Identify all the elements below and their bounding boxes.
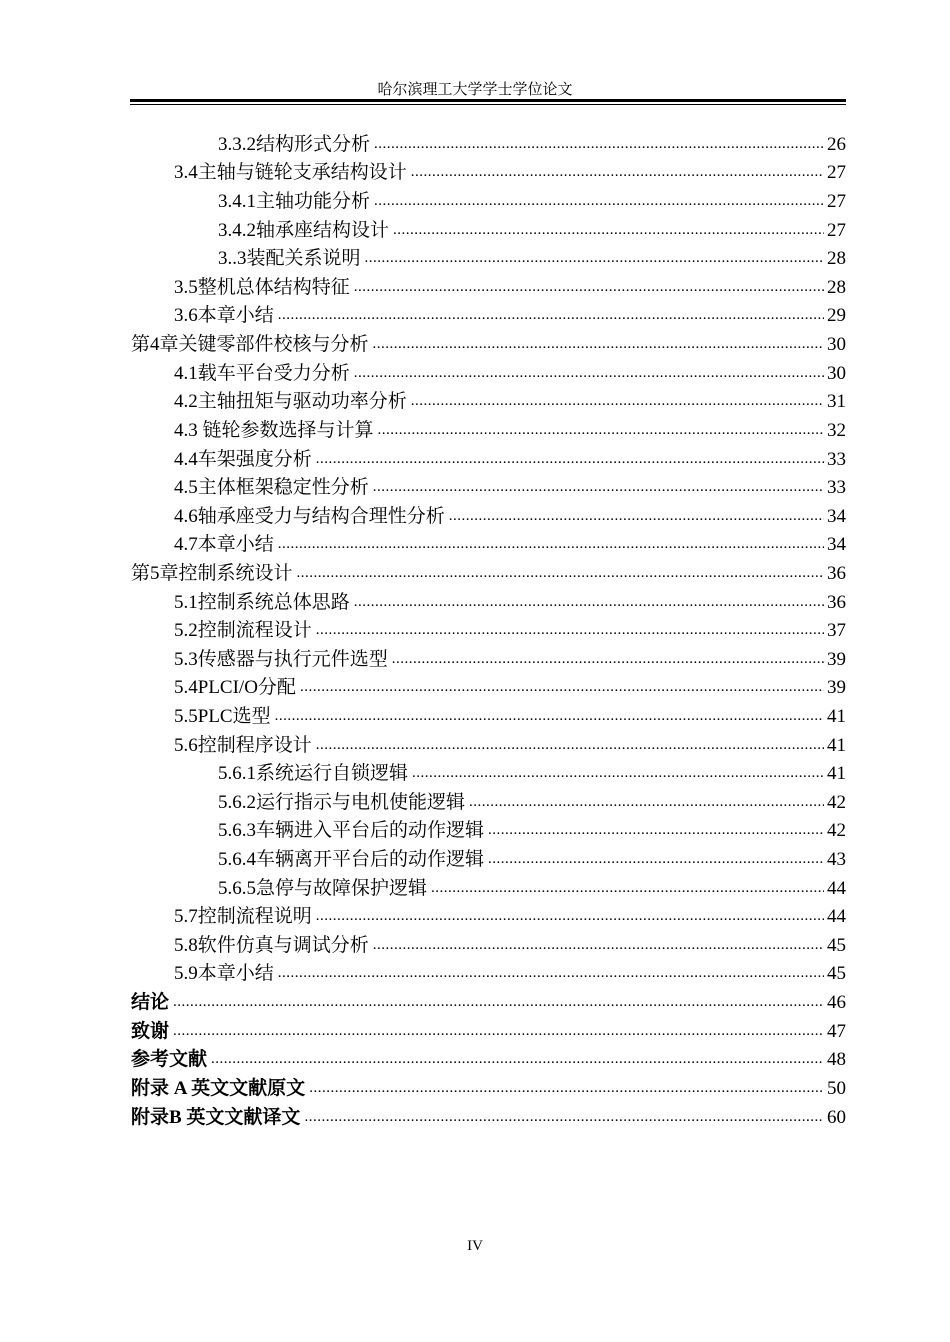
toc-dot-leader (411, 165, 824, 180)
toc-entry-page: 29 (827, 305, 846, 327)
toc-entry-title: 5.7控制流程说明 (174, 906, 312, 928)
toc-dot-leader (278, 966, 824, 981)
toc-entry[interactable] (131, 559, 846, 588)
table-of-contents (131, 130, 846, 1131)
toc-dot-leader (469, 795, 824, 810)
toc-entry-page: 33 (827, 477, 846, 499)
toc-entry-title: 4.3 链轮参数选择与计算 (174, 419, 374, 441)
toc-entry-title: 3.4主轴与链轮支承结构设计 (174, 162, 407, 184)
toc-dot-leader (275, 709, 824, 724)
toc-dot-leader (278, 308, 824, 323)
toc-entry[interactable] (131, 702, 846, 731)
toc-entry-page: 26 (827, 133, 846, 155)
toc-entry-page: 45 (827, 934, 846, 956)
toc-entry[interactable] (131, 960, 846, 989)
toc-entry-title: 5.6.1系统运行自锁逻辑 (218, 763, 409, 785)
toc-entry[interactable] (131, 531, 846, 560)
toc-entry[interactable] (131, 244, 846, 273)
toc-entry-page: 48 (827, 1049, 846, 1071)
toc-entry-title: 5.6.2运行指示与电机使能逻辑 (218, 791, 466, 813)
toc-dot-leader (278, 537, 824, 552)
running-header-title: 哈尔滨理工大学学士学位论文 (377, 82, 573, 98)
toc-entry[interactable] (131, 1074, 846, 1103)
toc-entry[interactable] (131, 1103, 846, 1132)
toc-entry-page: 37 (827, 620, 846, 642)
toc-dot-leader (316, 909, 824, 924)
toc-dot-leader (304, 1110, 824, 1125)
toc-dot-leader (449, 509, 824, 524)
toc-entry[interactable] (131, 187, 846, 216)
toc-entry-page: 42 (827, 791, 846, 813)
toc-entry-title: 附录 A 英文文献原文 (131, 1077, 306, 1099)
toc-entry-title: 附录B 英文文献译文 (131, 1106, 301, 1128)
toc-entry-page: 27 (827, 191, 846, 213)
toc-entry[interactable] (131, 359, 846, 388)
toc-dot-leader (316, 623, 824, 638)
toc-entry[interactable] (131, 1017, 846, 1046)
toc-dot-leader (378, 423, 824, 438)
toc-dot-leader (354, 280, 824, 295)
toc-entry-page: 44 (827, 877, 846, 899)
toc-dot-leader (354, 366, 824, 381)
toc-entry-title: 5.9本章小结 (174, 963, 274, 985)
toc-entry-page: 33 (827, 448, 846, 470)
toc-entry-title: 5.4PLCI/O分配 (174, 677, 296, 699)
toc-entry-title: 参考文献 (131, 1049, 208, 1071)
toc-dot-leader (354, 595, 824, 610)
toc-entry[interactable] (131, 159, 846, 188)
toc-entry[interactable] (131, 988, 846, 1017)
toc-entry[interactable] (131, 502, 846, 531)
toc-entry[interactable] (131, 416, 846, 445)
toc-entry-title: 致谢 (131, 1020, 170, 1042)
toc-entry[interactable] (131, 588, 846, 617)
toc-dot-leader (373, 480, 824, 495)
toc-entry-title: 3.3.2结构形式分析 (218, 133, 371, 155)
toc-entry[interactable] (131, 874, 846, 903)
toc-dot-leader (373, 337, 824, 352)
toc-entry[interactable] (131, 616, 846, 645)
toc-entry[interactable] (131, 130, 846, 159)
toc-entry-page: 60 (827, 1106, 846, 1128)
toc-entry-page: 28 (827, 276, 846, 298)
toc-entry-title: 5.6.5急停与故障保护逻辑 (218, 877, 428, 899)
toc-entry-page: 36 (827, 562, 846, 584)
toc-entry-page: 41 (827, 763, 846, 785)
toc-dot-leader (297, 566, 824, 581)
toc-entry-page: 50 (827, 1077, 846, 1099)
toc-entry-title: 5.8软件仿真与调试分析 (174, 934, 369, 956)
toc-entry-page: 34 (827, 505, 846, 527)
toc-entry[interactable] (131, 273, 846, 302)
toc-entry-title: 3.4.1主轴功能分析 (218, 191, 371, 213)
toc-dot-leader (392, 652, 824, 667)
toc-entry-title: 3.5整机总体结构特征 (174, 276, 350, 298)
toc-entry-title: 5.6.4车辆离开平台后的动作逻辑 (218, 849, 485, 871)
toc-entry[interactable] (131, 817, 846, 846)
toc-entry[interactable] (131, 845, 846, 874)
toc-entry[interactable] (131, 330, 846, 359)
toc-entry-title: 结论 (131, 992, 170, 1014)
toc-dot-leader (365, 251, 824, 266)
toc-dot-leader (374, 194, 824, 209)
toc-entry-page: 39 (827, 648, 846, 670)
header-rule-thick (130, 99, 846, 102)
toc-entry-page: 28 (827, 248, 846, 270)
toc-entry-page: 30 (827, 334, 846, 356)
toc-entry[interactable] (131, 216, 846, 245)
toc-entry-title: 5.6控制程序设计 (174, 734, 312, 756)
toc-dot-leader (173, 1024, 824, 1039)
header-rule-thin (130, 104, 846, 105)
toc-entry-page: 42 (827, 820, 846, 842)
toc-entry[interactable] (131, 731, 846, 760)
toc-entry[interactable] (131, 674, 846, 703)
toc-entry-page: 47 (827, 1020, 846, 1042)
toc-dot-leader (316, 452, 824, 467)
toc-entry-title: 第4章关键零部件校核与分析 (131, 334, 369, 356)
toc-entry[interactable] (131, 645, 846, 674)
toc-dot-leader (412, 766, 824, 781)
toc-entry-page: 27 (827, 162, 846, 184)
toc-entry-page: 36 (827, 591, 846, 613)
toc-entry[interactable] (131, 473, 846, 502)
toc-entry-title: 5.3传感器与执行元件选型 (174, 648, 388, 670)
toc-entry-page: 45 (827, 963, 846, 985)
toc-dot-leader (309, 1081, 824, 1096)
toc-entry-page: 41 (827, 705, 846, 727)
toc-entry[interactable] (131, 788, 846, 817)
toc-entry-page: 34 (827, 534, 846, 556)
toc-entry-page: 46 (827, 992, 846, 1014)
toc-entry[interactable] (131, 387, 846, 416)
toc-dot-leader (393, 223, 824, 238)
toc-entry[interactable] (131, 302, 846, 331)
toc-entry-title: 4.5主体框架稳定性分析 (174, 477, 369, 499)
toc-dot-leader (374, 137, 824, 152)
toc-entry-title: 第5章控制系统设计 (131, 562, 293, 584)
toc-entry-title: 3.6本章小结 (174, 305, 274, 327)
toc-entry[interactable] (131, 445, 846, 474)
toc-entry-title: 5.1控制系统总体思路 (174, 591, 350, 613)
toc-dot-leader (431, 881, 824, 896)
toc-entry-page: 30 (827, 362, 846, 384)
toc-dot-leader (173, 995, 824, 1010)
toc-entry-title: 4.1载车平台受力分析 (174, 362, 350, 384)
toc-entry-title: 3..3装配关系说明 (218, 248, 361, 270)
toc-entry-title: 5.6.3车辆进入平台后的动作逻辑 (218, 820, 485, 842)
toc-entry-page: 27 (827, 219, 846, 241)
page-number: IV (467, 1238, 483, 1254)
toc-entry-title: 5.5PLC选型 (174, 705, 271, 727)
toc-entry[interactable] (131, 931, 846, 960)
toc-dot-leader (411, 394, 824, 409)
toc-entry-page: 43 (827, 849, 846, 871)
toc-entry-page: 44 (827, 906, 846, 928)
toc-dot-leader (211, 1052, 824, 1067)
toc-entry-page: 32 (827, 419, 846, 441)
toc-entry-page: 41 (827, 734, 846, 756)
toc-dot-leader (300, 680, 824, 695)
toc-entry-title: 4.4车架强度分析 (174, 448, 312, 470)
toc-entry-page: 31 (827, 391, 846, 413)
toc-entry-title: 4.7本章小结 (174, 534, 274, 556)
toc-dot-leader (373, 938, 824, 953)
toc-entry-title: 5.2控制流程设计 (174, 620, 312, 642)
toc-entry-title: 4.6轴承座受力与结构合理性分析 (174, 505, 445, 527)
toc-dot-leader (488, 823, 824, 838)
toc-entry[interactable] (131, 1046, 846, 1075)
toc-entry-title: 4.2主轴扭矩与驱动功率分析 (174, 391, 407, 413)
toc-entry-title: 3.4.2轴承座结构设计 (218, 219, 390, 241)
toc-entry-page: 39 (827, 677, 846, 699)
toc-dot-leader (488, 852, 824, 867)
toc-entry[interactable] (131, 902, 846, 931)
toc-dot-leader (316, 738, 824, 753)
toc-entry[interactable] (131, 759, 846, 788)
